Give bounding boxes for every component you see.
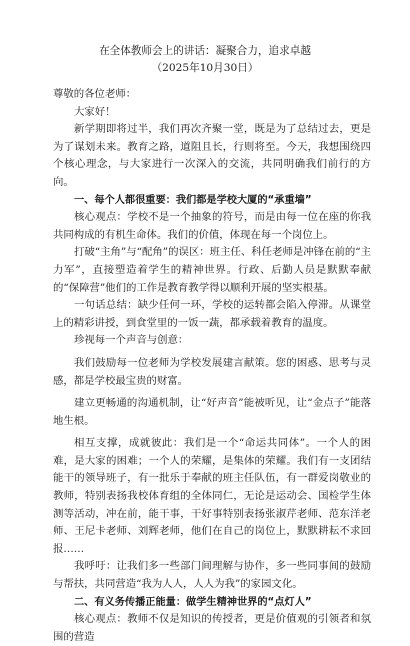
section-1-paragraph: 我呼吁：让我们多一些部门间理解与协作，多一些同事间的鼓励与帮扶，共同营造“我为人人，人人为我”的家园文化。 xyxy=(53,560,371,591)
document-date: （2025年10月30日） xyxy=(151,62,259,74)
salutation: 尊敬的各位老师： xyxy=(53,88,137,100)
section-1-paragraph: 打破“主角”与“配角”的误区：班主任、科任老师是冲锋在前的“主力军”，直接塑造着学生的精神世界。行政、后勤人员是默默奉献的“保障营”他们的工作是教育教学得以顺利开展的坚实根基。 xyxy=(53,246,371,294)
document-body xyxy=(53,86,371,646)
greeting: 大家好！ xyxy=(74,105,116,118)
section-1-core: 核心观点：学校不是一个抽象的符号，而是由每一位在座的你我共同构成的有机生命体。我们的价值，体现在每一个岗位上。 xyxy=(53,211,371,241)
section-2-heading: 二、有义务传播正能量：做学生精神世界的“点灯人” xyxy=(74,596,312,608)
section-1-heading: 一、每个人都很重要：我们都是学校大厦的“承重墙” xyxy=(74,194,312,206)
document-title: 在全体教师会上的讲话：凝聚合力，追求卓越 xyxy=(99,45,311,57)
section-1-paragraph: 珍视每一个声音与创意： xyxy=(74,334,189,347)
section-1-paragraph: 相互支撑，成就彼此：我们是一个“命运共同体”。一个人的困难，是大家的困难；一个人的荣耀，是集体的荣耀。我们有一支团结能干的领导班子，有一批乐于奉献的班主任队伍，有一群爱岗敬业的教师，特别表扬我校体育组的全体同仁，无论是运动会、国检学生体测等活动，冲在前，能干事，干好事特别表扬张淑芹老师、范东洋老师、王尼卡老师、刘辉老师，他们在自己的岗位上，默默耕耘不求回报…… xyxy=(53,437,371,555)
section-1-paragraph: 建立更畅通的沟通机制，让“好声音”能被听见，让“金点子”能落地生根。 xyxy=(53,397,371,427)
intro-paragraph: 新学期即将过半，我们再次齐聚一堂，既是为了总结过去，更是为了谋划未来。教育之路，道阻且长，行则将至。今天，我想围绕四个核心理念，与大家进行一次深入的交流，共同明确我们前行的方向。 xyxy=(53,123,371,188)
section-2-core: 核心观点：教师不仅是知识的传授者，更是价值观的引领者和氛围的营造 xyxy=(53,613,371,643)
section-1-paragraph: 一句话总结：缺少任何一环，学校的运转都会陷入停滞。从课堂上的精彩讲授，到食堂里的一饭一蔬，都承载着教育的温度。 xyxy=(53,299,371,329)
section-1-paragraph: 我们鼓励每一位老师为学校发展建言献策。您的困惑、思考与灵感，都是学校最宝贵的财富。 xyxy=(53,356,371,387)
